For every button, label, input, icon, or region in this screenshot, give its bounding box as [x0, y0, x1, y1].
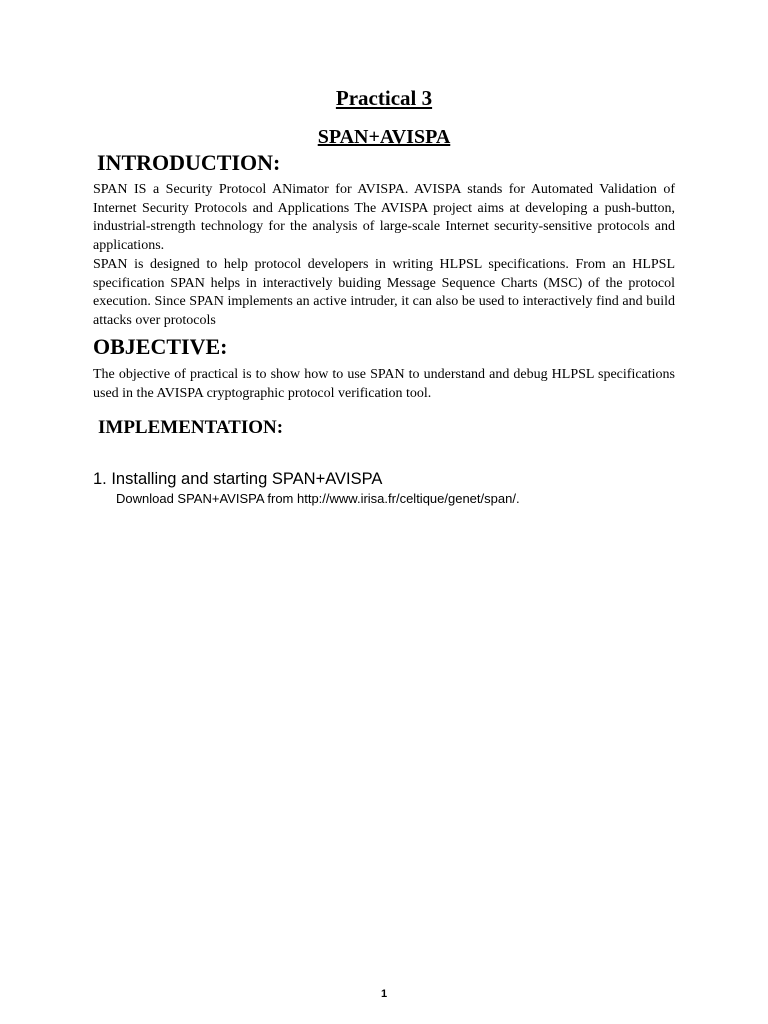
implementation-heading: IMPLEMENTATION:: [98, 417, 284, 438]
implementation-step-1-detail: Download SPAN+AVISPA from http://www.irisa.fr/celtique/genet/span/.: [116, 491, 520, 506]
objective-heading: OBJECTIVE:: [93, 334, 228, 359]
page-title: Practical 3: [335, 86, 433, 110]
introduction-paragraph-2: SPAN is designed to help protocol developers in writing HLPSL specifications. From an HLPSL specification SPAN helps in interactively buiding Message Sequence Charts (MSC) of the protocol execution. Since SPAN implements an active intruder, it can also be used to interactively find and build attacks over protocols: [93, 257, 675, 328]
page-number: 1: [380, 988, 388, 1000]
introduction-paragraph-1: SPAN IS a Security Protocol ANimator for AVISPA. AVISPA stands for Automated Validation of Internet Security Protocols and Applications The AVISPA project aims at developing a push-button, industrial-strength technology for the analysis of large-scale Internet security-sensitive protocols and applications.: [93, 182, 675, 253]
introduction-heading: INTRODUCTION:: [97, 150, 281, 175]
page-subtitle: SPAN+AVISPA: [317, 126, 451, 148]
implementation-step-1: 1. Installing and starting SPAN+AVISPA: [93, 470, 383, 488]
objective-paragraph: The objective of practical is to show how to use SPAN to understand and debug HLPSL specifications used in the AVISPA cryptographic protocol verification tool.: [93, 367, 675, 401]
